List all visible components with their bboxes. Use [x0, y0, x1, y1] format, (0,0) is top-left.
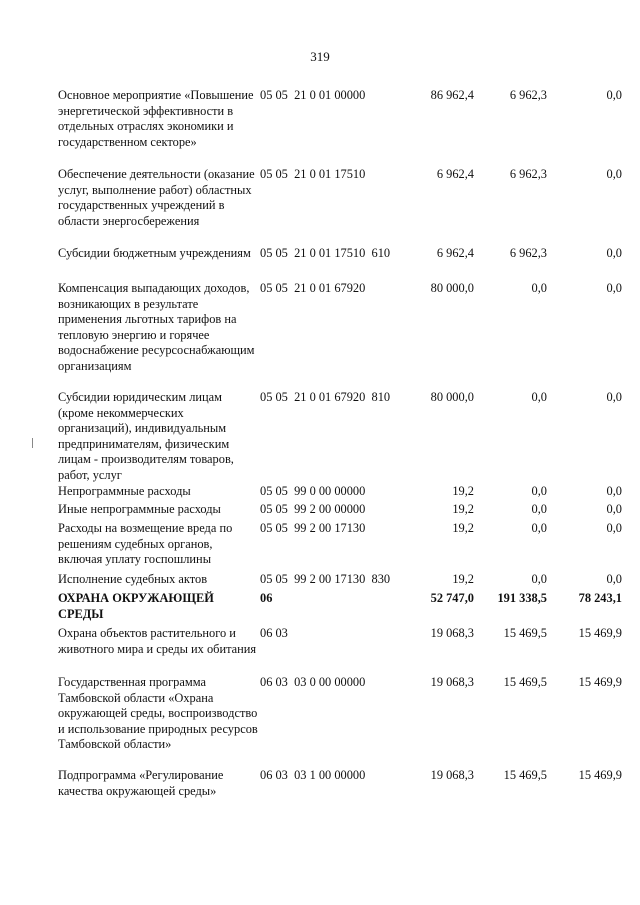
- row-value-1: 6 962,4: [436, 246, 474, 260]
- row-value-2: 0,0: [531, 502, 547, 516]
- row-value-1: 6 962,4: [436, 167, 474, 181]
- row-code: 05 05 99 2 00 17130 830: [260, 572, 391, 586]
- row-code: 05 05 21 0 01 17510: [260, 167, 366, 181]
- page-number: 319: [310, 49, 330, 64]
- row-name: Субсидии бюджетным учреждениям: [58, 246, 251, 260]
- row-value-3: 15 469,9: [578, 675, 622, 689]
- row-name: Подпрограмма «Регулирование качества окружающей среды»: [58, 768, 224, 798]
- row-name: Основное мероприятие «Повышение энергетической эффективности в отдельных отраслях экономики и государственном секторе»: [58, 88, 254, 149]
- row-value-1: 52 747,0: [430, 591, 474, 605]
- row-name: Субсидии юридическим лицам (кроме некоммерческих организаций), индивидуальным предпринимателям, физическим лицам - производителям товаров, работ, услуг: [58, 390, 234, 482]
- row-name: Охрана объектов растительного и животного мира и среды их обитания: [58, 626, 257, 656]
- row-code: 06 03 03 1 00 00000: [260, 768, 366, 782]
- row-name: Непрограммные расходы: [58, 484, 191, 498]
- row-code: 05 05 21 0 01 67920: [260, 281, 366, 295]
- margin-mark: [32, 438, 33, 448]
- row-value-1: 19,2: [452, 521, 474, 535]
- row-value-2: 6 962,3: [509, 167, 547, 181]
- row-value-3: 0,0: [606, 572, 622, 586]
- row-value-3: 78 243,1: [578, 591, 622, 605]
- row-value-3: 0,0: [606, 167, 622, 181]
- row-value-1: 19,2: [452, 572, 474, 586]
- row-value-1: 19 068,3: [430, 626, 474, 640]
- row-code: 05 05 21 0 01 00000: [260, 88, 366, 102]
- row-code: 05 05 21 0 01 17510 610: [260, 246, 391, 260]
- row-name: Исполнение судебных актов: [58, 572, 208, 586]
- row-value-3: 15 469,9: [578, 626, 622, 640]
- row-value-1: 19 068,3: [430, 675, 474, 689]
- row-value-2: 0,0: [531, 390, 547, 404]
- row-value-2: 0,0: [531, 572, 547, 586]
- row-value-1: 19 068,3: [430, 768, 474, 782]
- row-value-1: 19,2: [452, 484, 474, 498]
- row-value-2: 191 338,5: [497, 591, 547, 605]
- row-name: ОХРАНА ОКРУЖАЮЩЕЙ СРЕДЫ: [58, 591, 214, 621]
- row-value-3: 0,0: [606, 521, 622, 535]
- row-value-2: 6 962,3: [509, 246, 547, 260]
- row-name: Иные непрограммные расходы: [58, 502, 221, 516]
- row-value-1: 80 000,0: [430, 390, 474, 404]
- row-value-3: 0,0: [606, 390, 622, 404]
- row-value-2: 15 469,5: [503, 626, 547, 640]
- row-value-3: 0,0: [606, 502, 622, 516]
- row-value-1: 80 000,0: [430, 281, 474, 295]
- row-name: Обеспечение деятельности (оказание услуг, выполнение работ) областных государственных учреждений в области энергосбережения: [58, 167, 255, 228]
- row-value-3: 15 469,9: [578, 768, 622, 782]
- row-name: Компенсация выпадающих доходов, возникающих в результате применения льготных тарифов на тепловую энергию и горячее водоснабжение ресурсоснабжающим организациям: [58, 281, 255, 373]
- row-value-2: 0,0: [531, 281, 547, 295]
- row-value-2: 6 962,3: [509, 88, 547, 102]
- row-value-3: 0,0: [606, 484, 622, 498]
- row-value-3: 0,0: [606, 281, 622, 295]
- row-code: 06 03 03 0 00 00000: [260, 675, 366, 689]
- row-value-2: 0,0: [531, 484, 547, 498]
- row-value-1: 86 962,4: [430, 88, 474, 102]
- row-name: Государственная программа Тамбовской области «Охрана окружающей среды, воспроизводство и использование природных ресурсов Тамбовской области»: [58, 675, 258, 752]
- row-value-3: 0,0: [606, 88, 622, 102]
- row-value-2: 15 469,5: [503, 675, 547, 689]
- row-name: Расходы на возмещение вреда по решениям судебных органов, включая уплату госпошлины: [58, 521, 233, 567]
- row-value-3: 0,0: [606, 246, 622, 260]
- row-value-1: 19,2: [452, 502, 474, 516]
- row-value-2: 0,0: [531, 521, 547, 535]
- row-code: 05 05 99 2 00 17130: [260, 521, 366, 535]
- row-code: 06: [260, 591, 273, 605]
- row-value-2: 15 469,5: [503, 768, 547, 782]
- row-code: 05 05 99 0 00 00000: [260, 484, 366, 498]
- row-code: 06 03: [260, 626, 288, 640]
- row-code: 05 05 21 0 01 67920 810: [260, 390, 391, 404]
- row-code: 05 05 99 2 00 00000: [260, 502, 366, 516]
